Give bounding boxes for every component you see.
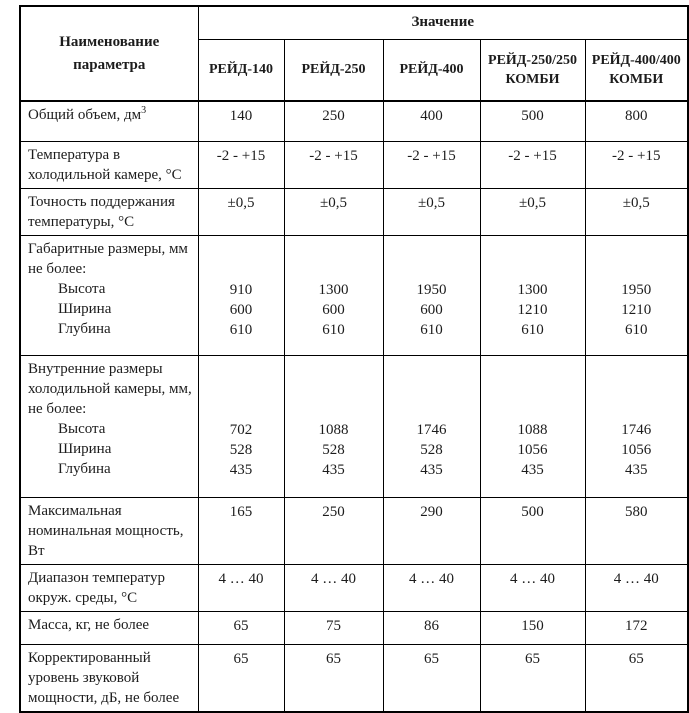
row-label-line: Вт: [28, 542, 45, 559]
value-cell: [480, 644, 585, 712]
value-line: 1950: [416, 281, 447, 298]
row-label-line: Максимальная: [28, 502, 122, 519]
value-line: 500: [521, 503, 544, 520]
value-cell: [284, 101, 383, 141]
value-line: ±0,5: [418, 194, 445, 211]
value-cell: [585, 644, 688, 712]
value-line: 528: [420, 441, 443, 458]
value-cell: [585, 235, 688, 355]
value-line: 1088: [517, 421, 548, 438]
row-label-cell: [20, 644, 198, 712]
row-label-line: Корректированный: [28, 649, 151, 666]
value-cell: [480, 101, 585, 141]
value-line: [386, 260, 478, 280]
value-line: 610: [625, 321, 648, 338]
table-row: [20, 644, 688, 712]
value-cell: [383, 644, 480, 712]
param-header-label: Наименование параметра: [59, 33, 160, 73]
value-line: [588, 260, 686, 280]
value-line: 4 … 40: [613, 570, 659, 587]
value-line: 610: [229, 321, 253, 338]
row-label-subitem: Высота: [58, 280, 106, 297]
value-line: [483, 360, 583, 380]
value-line: 500: [521, 108, 544, 124]
table-row: [20, 141, 688, 188]
value-line: 1746: [621, 421, 652, 438]
value-cell: [198, 497, 284, 564]
row-label-subitem: Глубина: [58, 320, 111, 337]
value-line: [201, 360, 282, 380]
value-cell: [198, 355, 284, 497]
value-line: 528: [229, 441, 253, 458]
value-line: [483, 380, 583, 400]
value-line: 65: [233, 650, 249, 667]
value-cell: [198, 644, 284, 712]
value-line: 65: [525, 650, 540, 667]
value-cell: [480, 235, 585, 355]
value-line: [201, 240, 282, 260]
value-line: [588, 380, 686, 400]
value-cell: [383, 564, 480, 611]
value-cell: [284, 644, 383, 712]
value-line: -2 - +15: [407, 147, 456, 164]
value-line: 4 … 40: [409, 570, 454, 587]
row-label-cell: [20, 141, 198, 188]
row-label-line: Общий объем, $дм^3$: [28, 105, 147, 123]
value-line: 165: [229, 503, 253, 520]
value-cell: [284, 497, 383, 564]
value-line: 600: [322, 301, 345, 318]
table-row: [20, 188, 688, 235]
row-label-cell: [20, 101, 198, 141]
column-header-cell: РЕЙД-250/250 КОМБИ: [480, 39, 585, 101]
value-line: [287, 400, 381, 420]
value-cell: [383, 101, 480, 141]
value-line: 528: [322, 441, 345, 458]
value-cell: [284, 355, 383, 497]
value-line: 1056: [517, 441, 548, 458]
row-label-cell: [20, 235, 198, 355]
value-line: ±0,5: [320, 194, 347, 211]
row-label-line: Диапазон температур: [28, 569, 166, 586]
value-line: 400: [420, 108, 443, 124]
value-line: 65: [326, 650, 341, 667]
value-line: [201, 400, 282, 420]
value-cell: [284, 611, 383, 644]
value-cell: [480, 611, 585, 644]
row-label-line: Температура в: [28, 146, 121, 163]
row-label-line: не более:: [28, 400, 87, 417]
value-line: [483, 400, 583, 420]
value-cell: [284, 564, 383, 611]
value-line: [287, 360, 381, 380]
value-line: [201, 380, 282, 400]
value-line: 75: [326, 617, 341, 634]
value-cell: [585, 564, 688, 611]
value-line: -2 - +15: [508, 147, 557, 164]
value-line: 1056: [621, 441, 652, 458]
value-cell: [198, 235, 284, 355]
column-header-cell: РЕЙД-400: [383, 39, 480, 101]
table-row: [20, 101, 688, 141]
value-line: [588, 400, 686, 420]
value-line: [386, 360, 478, 380]
value-line: 86: [424, 617, 439, 634]
specs-table: [19, 5, 689, 713]
value-line: 4 … 40: [218, 570, 264, 587]
value-cell: [198, 188, 284, 235]
value-line: [287, 240, 381, 260]
value-line: [386, 240, 478, 260]
value-line: -2 - +15: [216, 147, 266, 164]
value-line: [483, 260, 583, 280]
value-line: 65: [424, 650, 439, 667]
value-cell: [585, 611, 688, 644]
value-line: 1746: [416, 421, 447, 438]
row-label-line: номинальная мощность,: [28, 522, 184, 539]
value-line: 250: [322, 503, 345, 520]
value-line: 1950: [621, 281, 652, 298]
value-line: 610: [322, 321, 345, 338]
value-header-cell: Значение: [198, 6, 688, 39]
row-label-cell: [20, 355, 198, 497]
value-line: 1210: [621, 301, 652, 318]
row-label-subitem: Ширина: [58, 300, 112, 317]
value-cell: [585, 101, 688, 141]
value-cell: [198, 564, 284, 611]
row-label-line: не более:: [28, 260, 87, 277]
header-row-top: [20, 6, 688, 39]
table-body: [20, 101, 688, 712]
value-cell: [480, 141, 585, 188]
row-label-line: холодильной камере, °С: [28, 166, 182, 183]
value-cell: [198, 141, 284, 188]
table-row: [20, 611, 688, 644]
value-line: -2 - +15: [309, 147, 358, 164]
value-line: 610: [521, 321, 544, 338]
value-line: 600: [229, 301, 253, 318]
value-line: 800: [625, 108, 648, 124]
row-label-cell: [20, 188, 198, 235]
value-line: [287, 380, 381, 400]
value-cell: [480, 355, 585, 497]
column-header-cell: РЕЙД-400/400 КОМБИ: [585, 39, 688, 101]
value-line: 150: [521, 617, 544, 634]
value-cell: [585, 497, 688, 564]
param-header-cell: [20, 6, 198, 101]
row-label-line: мощности, дБ, не более: [28, 689, 180, 706]
value-line: 435: [322, 461, 345, 478]
value-line: 610: [420, 321, 443, 338]
value-line: 172: [625, 617, 648, 634]
value-line: 435: [420, 461, 443, 478]
value-line: 910: [229, 281, 253, 298]
superscript: 3: [141, 105, 147, 116]
value-line: [287, 260, 381, 280]
value-cell: [383, 611, 480, 644]
value-line: 1088: [318, 421, 349, 438]
value-cell: [585, 141, 688, 188]
value-line: 140: [229, 108, 253, 124]
value-line: [386, 380, 478, 400]
value-cell: [585, 188, 688, 235]
row-label-cell: [20, 564, 198, 611]
value-line: 435: [521, 461, 544, 478]
value-cell: [585, 355, 688, 497]
value-line: 1210: [517, 301, 548, 318]
row-label-cell: [20, 497, 198, 564]
row-label-line: температуры, °С: [28, 213, 135, 230]
table-row: [20, 497, 688, 564]
row-label-subitem: Высота: [58, 420, 106, 437]
row-label-subitem: Глубина: [58, 460, 111, 477]
value-line: [201, 260, 282, 280]
row-label-line: Габаритные размеры, мм: [28, 240, 188, 257]
value-line: 65: [628, 650, 644, 667]
value-line: [588, 240, 686, 260]
value-cell: [480, 497, 585, 564]
value-line: 580: [625, 503, 648, 520]
row-label-subitem: Ширина: [58, 440, 112, 457]
value-cell: [198, 101, 284, 141]
value-cell: [284, 235, 383, 355]
value-cell: [383, 141, 480, 188]
table-row: [20, 355, 688, 497]
value-line: 250: [322, 108, 345, 124]
row-label-line: Масса, кг, не более: [28, 616, 150, 633]
value-line: [483, 240, 583, 260]
value-line: [588, 360, 686, 380]
value-cell: [284, 188, 383, 235]
table-header: [20, 6, 688, 101]
value-line: [386, 400, 478, 420]
value-cell: [383, 355, 480, 497]
column-header-cell: РЕЙД-140: [198, 39, 284, 101]
row-label-line: уровень звуковой: [28, 669, 140, 686]
value-line: 702: [229, 421, 253, 438]
row-label-line: Внутренние размеры: [28, 360, 163, 377]
value-line: ±0,5: [519, 194, 546, 211]
value-cell: [383, 235, 480, 355]
value-line: 290: [420, 503, 443, 520]
value-line: 435: [229, 461, 253, 478]
value-line: 435: [625, 461, 648, 478]
value-line: 1300: [517, 281, 548, 298]
value-line: -2 - +15: [612, 147, 661, 164]
value-line: ±0,5: [227, 194, 255, 211]
value-cell: [383, 188, 480, 235]
value-line: 4 … 40: [311, 570, 356, 587]
row-label-line: холодильной камеры, мм,: [28, 380, 192, 397]
value-line: 65: [233, 617, 249, 634]
value-line: 4 … 40: [510, 570, 555, 587]
table-row: [20, 235, 688, 355]
table-row: [20, 564, 688, 611]
value-line: ±0,5: [622, 194, 650, 211]
row-label-cell: [20, 611, 198, 644]
value-cell: [480, 188, 585, 235]
value-cell: [198, 611, 284, 644]
value-line: 600: [420, 301, 443, 318]
value-cell: [383, 497, 480, 564]
row-label-line: окруж. среды, °С: [28, 589, 138, 606]
value-cell: [480, 564, 585, 611]
column-header-cell: РЕЙД-250: [284, 39, 383, 101]
value-cell: [284, 141, 383, 188]
value-line: 1300: [318, 281, 349, 298]
row-label-line: Точность поддержания: [28, 193, 175, 210]
